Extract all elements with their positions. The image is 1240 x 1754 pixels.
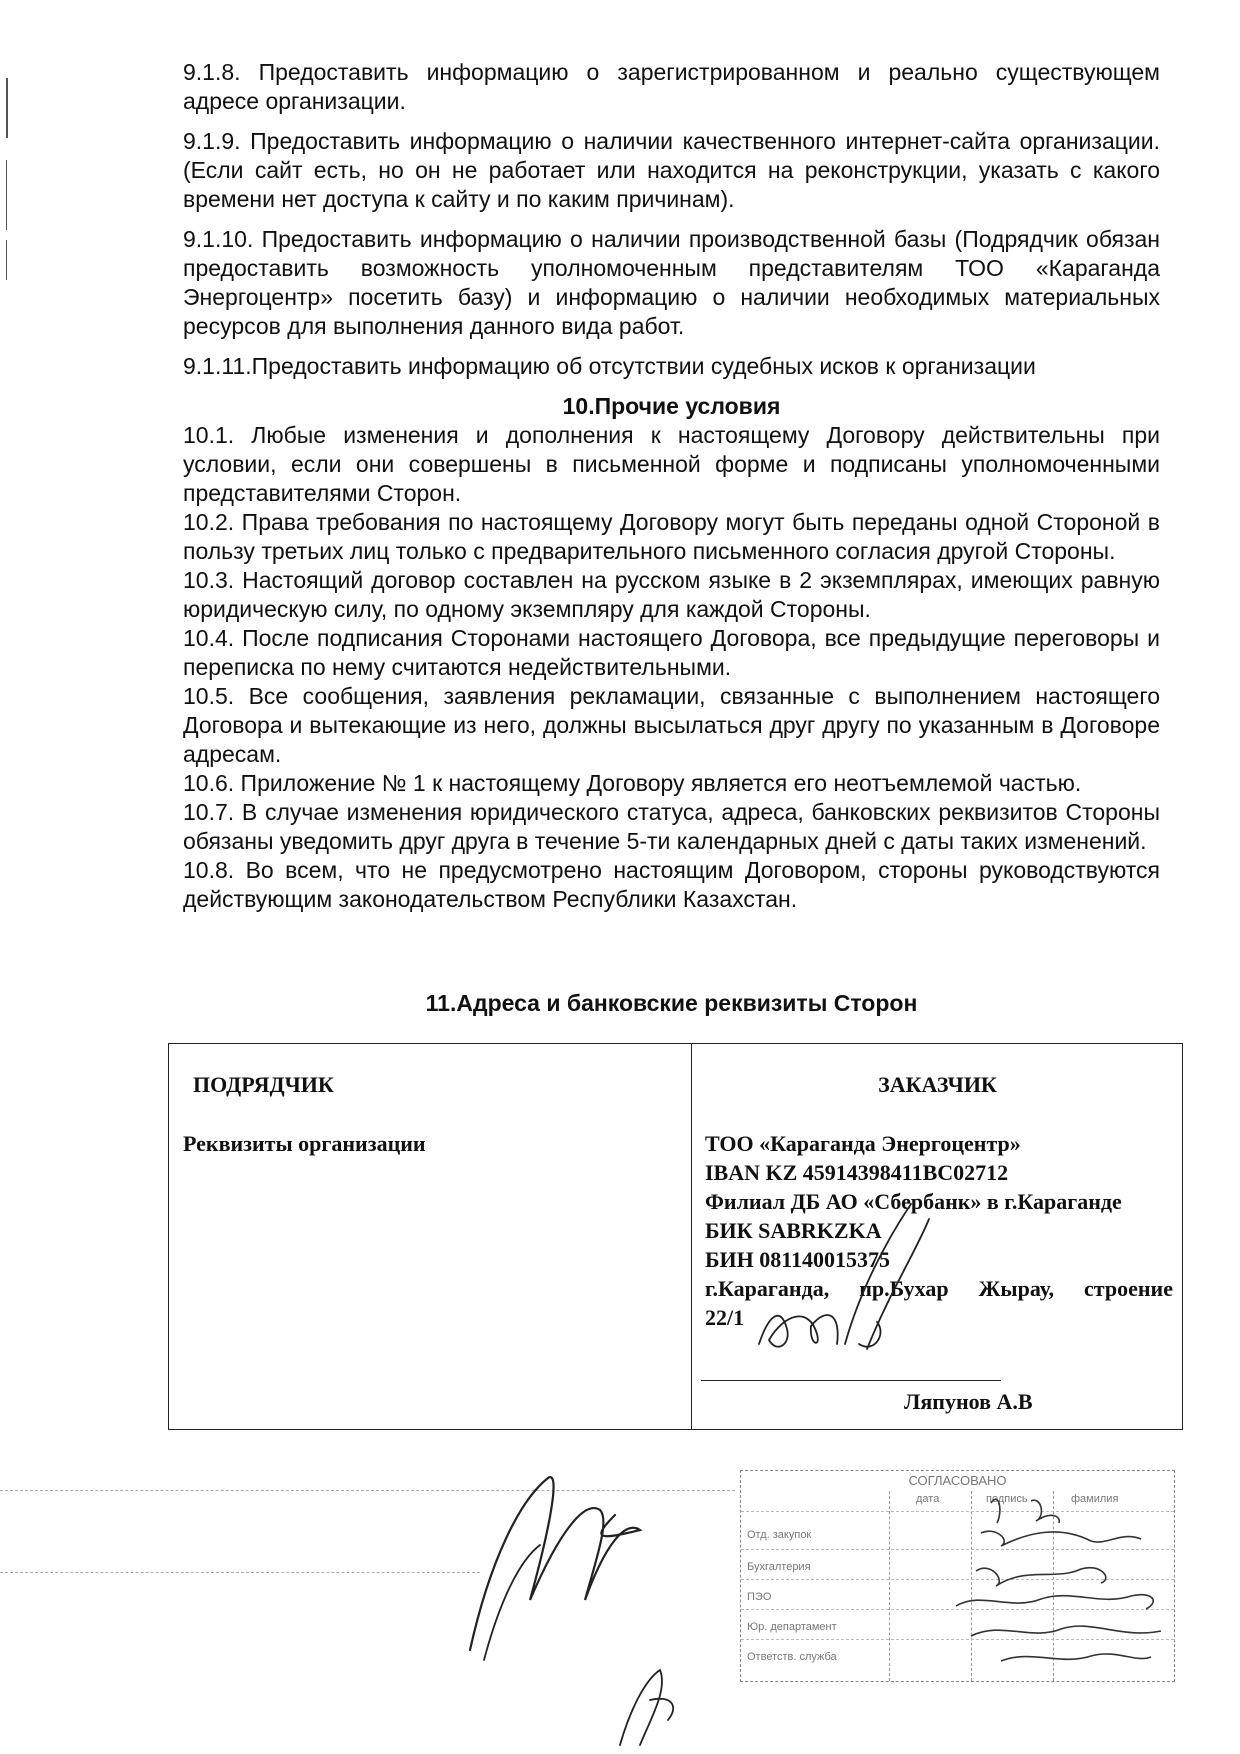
clause-9-1-11: 9.1.11.Предоставить информацию об отсутствии судебных исков к организации <box>183 353 1036 379</box>
stamp-row-label: Ответств. служба <box>747 1651 837 1663</box>
requisites-table <box>168 1043 1183 1430</box>
clause-9-1-10: 9.1.10. Предоставить информацию о наличии производственной базы (Подрядчик обязан предоставить возможность уполномоченным представителям ТОО «Караганда Энергоцентр» посетить базу) и информацию о наличии необходимых материальных ресурсов для выполнения данного вида работ. <box>183 226 1160 339</box>
scan-margin-mark <box>6 78 8 138</box>
stamp-divider <box>1053 1491 1054 1681</box>
clause-10-1: 10.1. Любые изменения и дополнения к настоящему Договору действительны при условии, если они совершены в письменной форме и подписаны уполномоченными представителями Сторон. <box>183 422 1160 506</box>
stamp-divider <box>889 1491 890 1681</box>
scan-dash-line <box>0 1572 480 1573</box>
stamp-col-date: дата <box>916 1493 940 1505</box>
contractor-title: ПОДРЯДЧИК <box>193 1072 334 1097</box>
stamp-col-surname: фамилия <box>1071 1493 1119 1505</box>
customer-signatory: Ляпунов А.В <box>904 1389 1033 1414</box>
scan-margin-mark <box>6 160 7 230</box>
customer-address-building: 22/1 <box>705 1305 745 1330</box>
contractor-requisites: Реквизиты организации <box>183 1131 426 1156</box>
contract-body <box>183 58 1160 914</box>
customer-bin: БИН 081140015375 <box>705 1247 891 1272</box>
clause-10-7: 10.7. В случае изменения юридического статуса, адреса, банковских реквизитов Стороны обязаны уведомить друг друга в течение 5-ти календарных дней с даты таких изменений. <box>183 799 1160 854</box>
customer-bank: Филиал ДБ АО «Сбербанк» в г.Караганде <box>705 1189 1122 1214</box>
approval-stamp <box>740 1470 1175 1682</box>
section-10-heading: 10.Прочие условия <box>562 393 781 419</box>
customer-bik: БИК SABRKZKA <box>705 1218 882 1243</box>
stamp-row-label: Отд. закупок <box>747 1529 812 1541</box>
clause-10-4: 10.4. После подписания Сторонами настоящего Договора, все предыдущие переговоры и переписка по нему считаются недействительными. <box>183 625 1160 680</box>
stamp-row-divider <box>741 1639 1174 1640</box>
customer-name: ТОО «Караганда Энергоцентр» <box>705 1131 1021 1156</box>
stamp-row-label: ПЭО <box>747 1591 772 1603</box>
customer-title: ЗАКАЗЧИК <box>878 1072 997 1097</box>
stamp-row-divider <box>741 1549 1174 1550</box>
customer-iban: IBAN KZ 45914398411BC02712 <box>705 1160 1009 1185</box>
clause-9-1-8: 9.1.8. Предоставить информацию о зарегистрированном и реально существующем адресе организации. <box>183 59 1160 114</box>
stamp-row-divider <box>741 1609 1174 1610</box>
table-divider <box>691 1044 692 1429</box>
clause-10-6: 10.6. Приложение № 1 к настоящему Договору является его неотъемлемой частью. <box>183 770 1082 796</box>
clause-10-2: 10.2. Права требования по настоящему Договору могут быть переданы одной Стороной в пользу третьих лиц только с предварительного письменного согласия другой Стороны. <box>183 509 1160 564</box>
clause-10-3: 10.3. Настоящий договор составлен на русском языке в 2 экземплярах, имеющих равную юридическую силу, по одному экземпляру для каждой Стороны. <box>183 567 1160 622</box>
section-11-heading: 11.Адреса и банковские реквизиты Сторон <box>425 990 918 1016</box>
customer-requisites <box>705 1129 1173 1332</box>
scan-dash-line <box>0 1490 735 1491</box>
scan-margin-mark <box>6 240 7 280</box>
clause-9-1-9: 9.1.9. Предоставить информацию о наличии качественного интернет-сайта организации. (Если сайт есть, но он не работает или находится на реконструкции, указать с какого времени нет доступа к сайту и по каким причинам). <box>183 128 1160 212</box>
clause-10-8: 10.8. Во всем, что не предусмотрено настоящим Договором, стороны руководствуются действующим законодательством Республики Казахстан. <box>183 857 1160 912</box>
stamp-divider <box>971 1491 972 1681</box>
stamp-row-label: Бухгалтерия <box>747 1561 811 1573</box>
customer-signature-line <box>701 1380 1001 1381</box>
stamp-row-divider <box>741 1511 1174 1512</box>
stamp-row-divider <box>741 1579 1174 1580</box>
stamp-row-label: Юр. департамент <box>747 1621 837 1633</box>
customer-address: г.Караганда, пр.Бухар Жырау, строение <box>705 1276 1173 1301</box>
clause-10-5: 10.5. Все сообщения, заявления рекламации, связанные с выполнением настоящего Договора и вытекающие из него, должны высылаться друг другу по указанным в Договоре адресам. <box>183 683 1160 767</box>
stamp-title: СОГЛАСОВАНО <box>908 1473 1007 1488</box>
stamp-col-signature: подпись <box>986 1493 1028 1505</box>
